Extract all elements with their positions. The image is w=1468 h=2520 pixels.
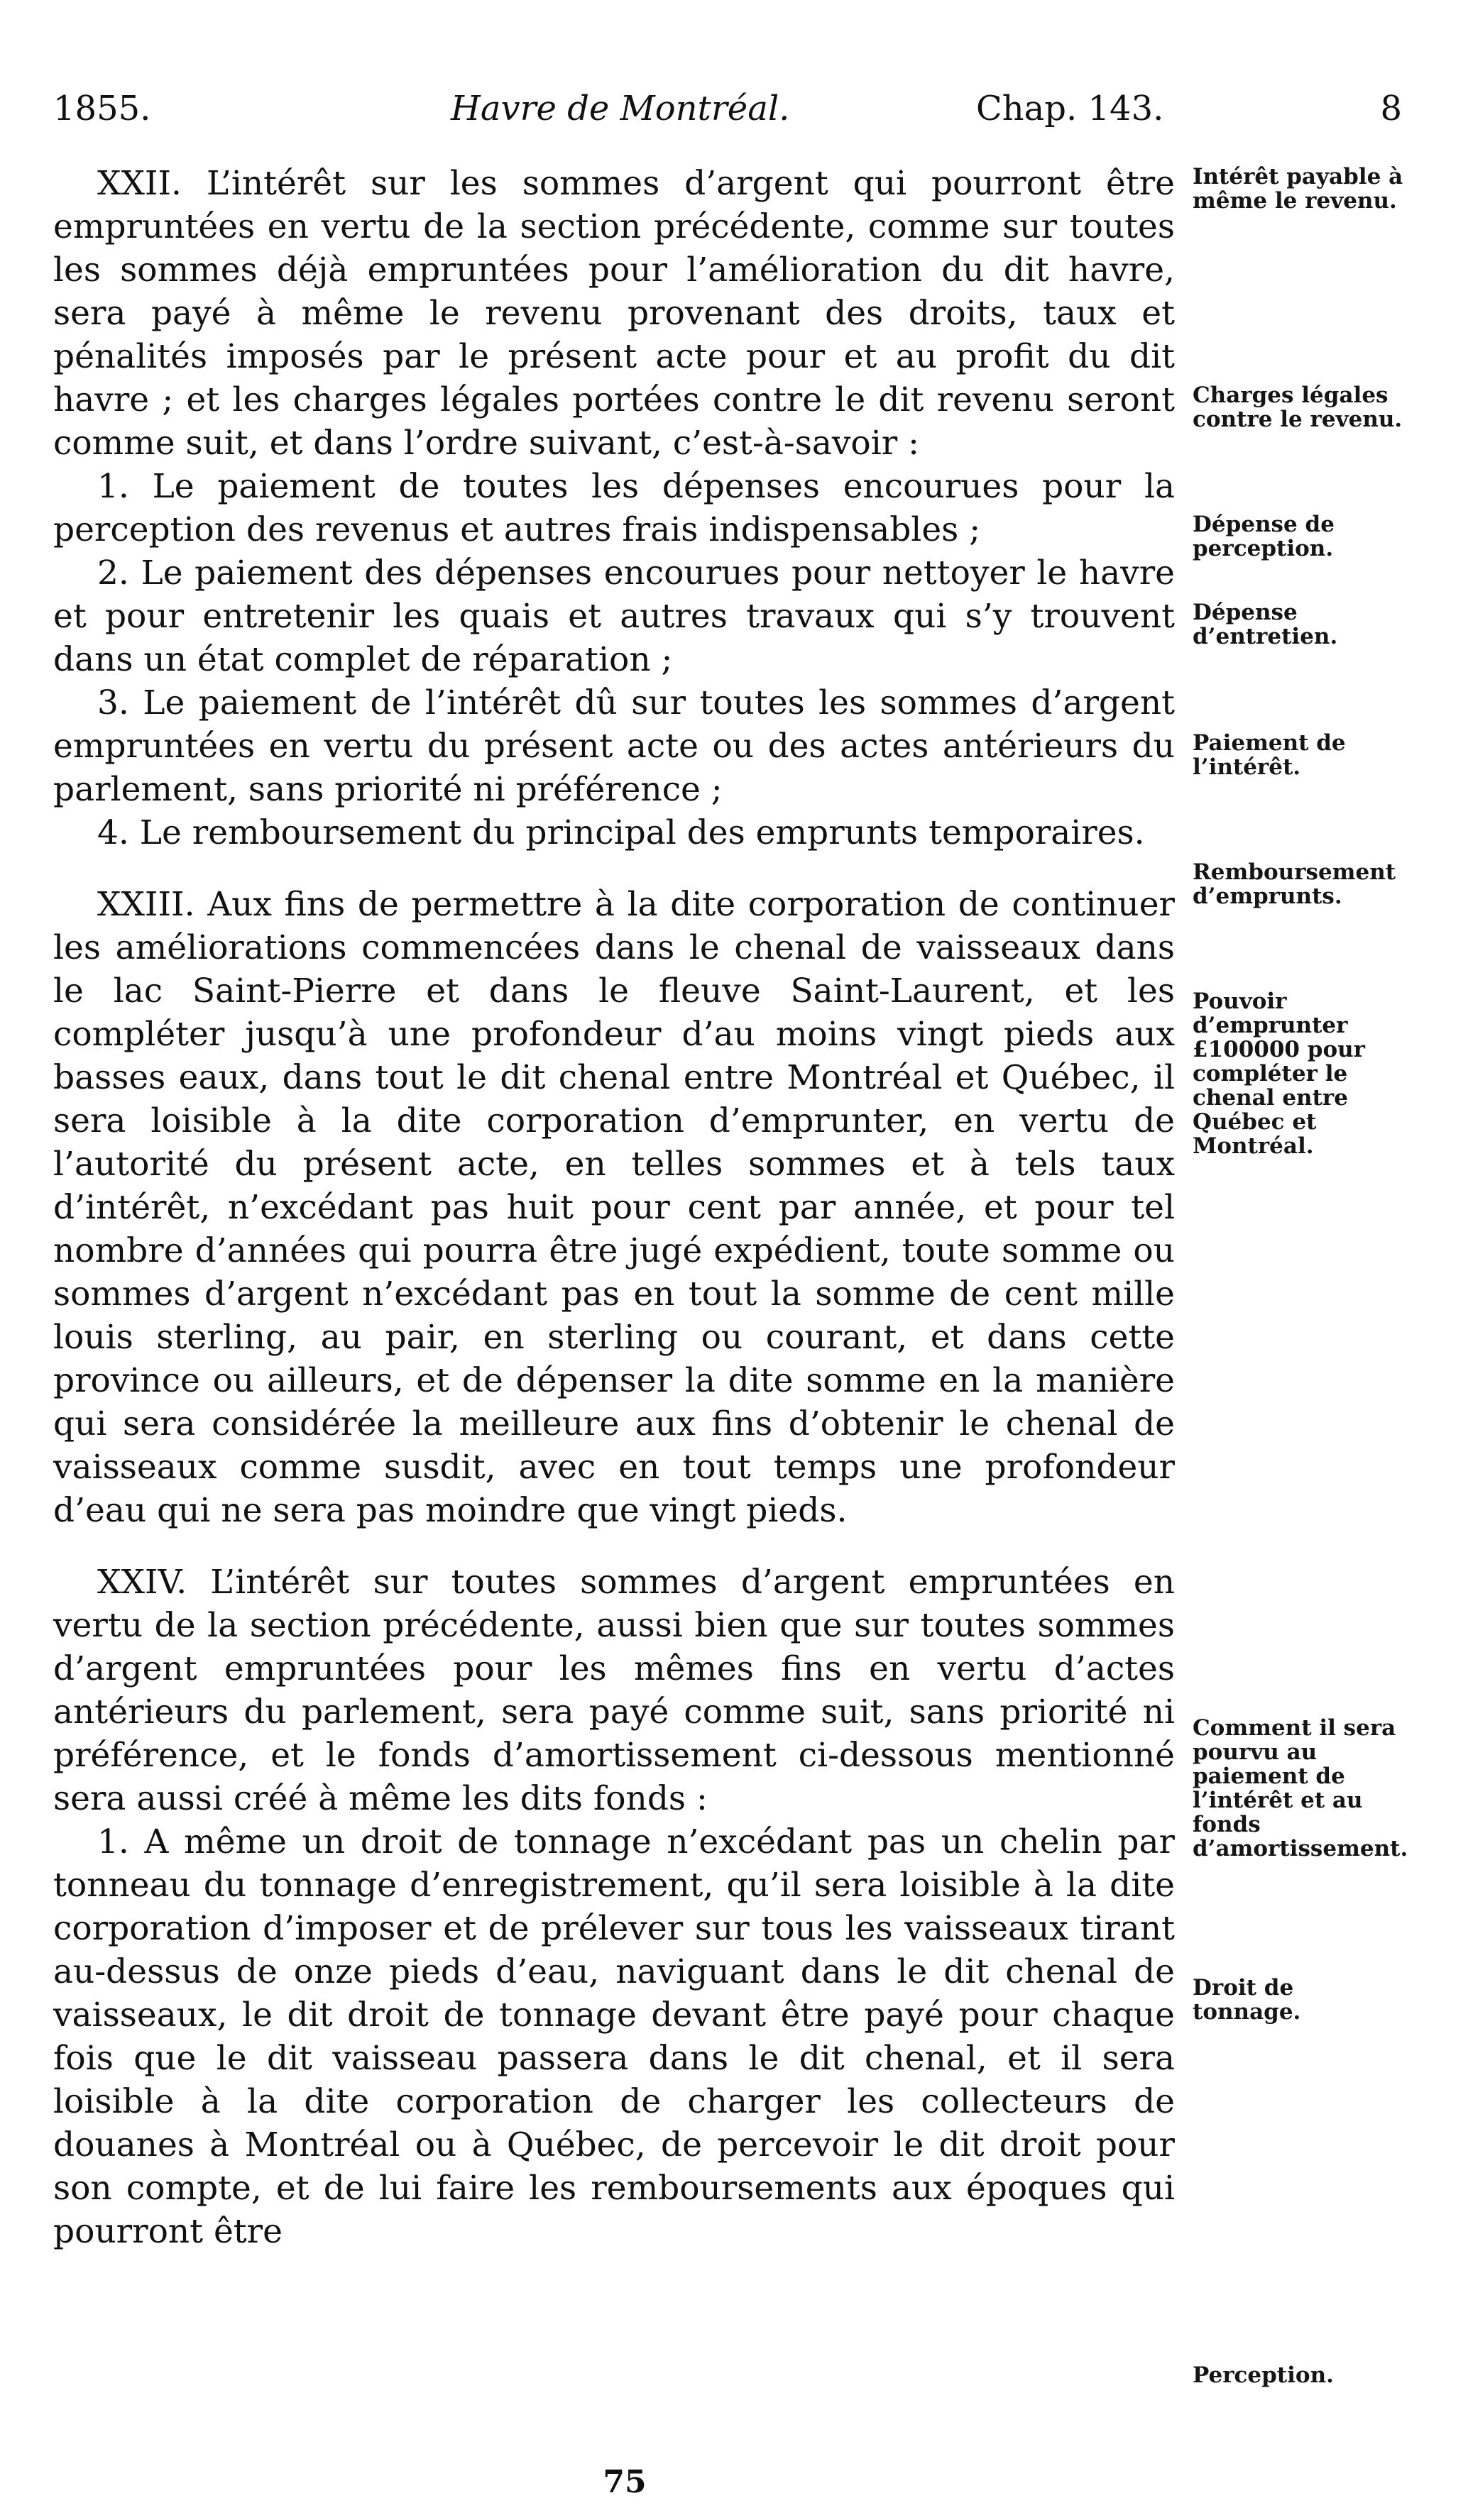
signature-mark: 75 (603, 2464, 647, 2500)
margin-note: Perception. (1193, 2362, 1334, 2388)
margin-note: Charges légales contre le revenu. (1193, 383, 1403, 432)
page-number: 8 (1380, 89, 1402, 128)
margin-note: Remboursement d’emprunts. (1193, 859, 1396, 909)
list-item: 2. Le paiement des dépenses encourues pour nettoyer le havre et pour entretenir les quais et autres travaux qui s’y trouvent dans un état complet de réparation ; (53, 554, 1175, 679)
header-year: 1855. (53, 89, 151, 128)
section-xxiii: XXIII. Aux fins de permettre à la dite corporation de continuer les améliorations commencées dans le chenal de vaisseaux dans le lac Saint-Pierre et dans le fleuve Saint-Laurent, et les compléter jusqu’à une profondeur d’au moins vingt pieds aux basses eaux, dans tout le dit chenal entre Montréal et Québec, il sera loisible à la dite corporation d’emprunter, en vertu de l’autorité du présent acte, en telles sommes et à tels taux d’intérêt, n’excédant pas huit pour cent par année, et pour tel nombre d’années qui pourra être jugé expédient, toute somme ou sommes d’argent n’excédant pas en tout la somme de cent mille louis sterling, au pair, en sterling ou courant, et dans cette province ou ailleurs, et de dépenser la dite somme en la manière qui sera considérée la meilleure aux fins d’obtenir le chenal de vaisseaux comme susdit, avec en tout temps une profondeur d’eau qui ne sera pas moindre que vingt pieds. (53, 885, 1175, 1530)
margin-note: Dépense de perception. (1193, 512, 1335, 561)
list-item: 3. Le paiement de l’intérêt dû sur toutes les sommes d’argent empruntées en vertu du présent acte ou des actes antérieurs du parlement, sans priorité ni préférence ; (53, 683, 1175, 809)
section-xxiv: XXIV. L’intérêt sur toutes sommes d’argent empruntées en vertu de la section précédente, aussi bien que sur toutes sommes d’argent empruntées pour les mêmes fins en vertu d’actes antérieurs du parlement, sera payé comme suit, sans priorité ni préférence, et le fonds d’amortissement ci-dessous mentionné sera aussi créé à même les dits fonds : (53, 1563, 1175, 1818)
margin-note: Intérêt payable à même le revenu. (1193, 164, 1403, 214)
list-item: 4. Le remboursement du principal des emprunts temporaires. (97, 813, 1145, 852)
header-title: Havre de Montréal. (451, 89, 790, 128)
margin-note: Droit de tonnage. (1193, 1975, 1301, 2025)
margin-note: Pouvoir d’emprunter £100000 pour compléter le chenal entre Québec et Montréal. (1193, 989, 1366, 1159)
margin-note: Comment il sera pourvu au paiement de l’intérêt et au fonds d’amortissement. (1193, 1715, 1408, 1861)
main-text (53, 162, 1175, 2253)
page-header (53, 84, 1402, 133)
margin-note: Dépense d’entretien. (1193, 600, 1338, 649)
list-item: 1. Le paiement de toutes les dépenses encourues pour la perception des revenus et autres frais indispensables ; (53, 467, 1175, 549)
section-xxii: XXII. L’intérêt sur les sommes d’argent qui pourront être empruntées en vertu de la section précédente, comme sur toutes les sommes déjà empruntées pour l’amélioration du dit havre, sera payé à même le revenu provenant des droits, taux et pénalités imposés par le présent acte pour et au profit du dit havre ; et les charges légales portées contre le dit revenu seront comme suit, et dans l’ordre suivant, c’est-à-savoir : (53, 164, 1175, 463)
list-item: 1. A même un droit de tonnage n’excédant pas un chelin par tonneau du tonnage d’enregistrement, qu’il sera loisible à la dite corporation d’imposer et de prélever sur tous les vaisseaux tirant au-dessus de onze pieds d’eau, naviguant dans le dit chenal de vaisseaux, le dit droit de tonnage devant être payé pour chaque fois que le dit vaisseau passera dans le dit chenal, et il sera loisible à la dite corporation de charger les collecteurs de douanes à Montréal ou à Québec, de percevoir le dit droit pour son compte, et de lui faire les remboursements aux époques qui pourront être (53, 1822, 1175, 2251)
margin-note: Paiement de l’intérêt. (1193, 730, 1346, 780)
header-chapter: Chap. 143. (976, 89, 1164, 128)
